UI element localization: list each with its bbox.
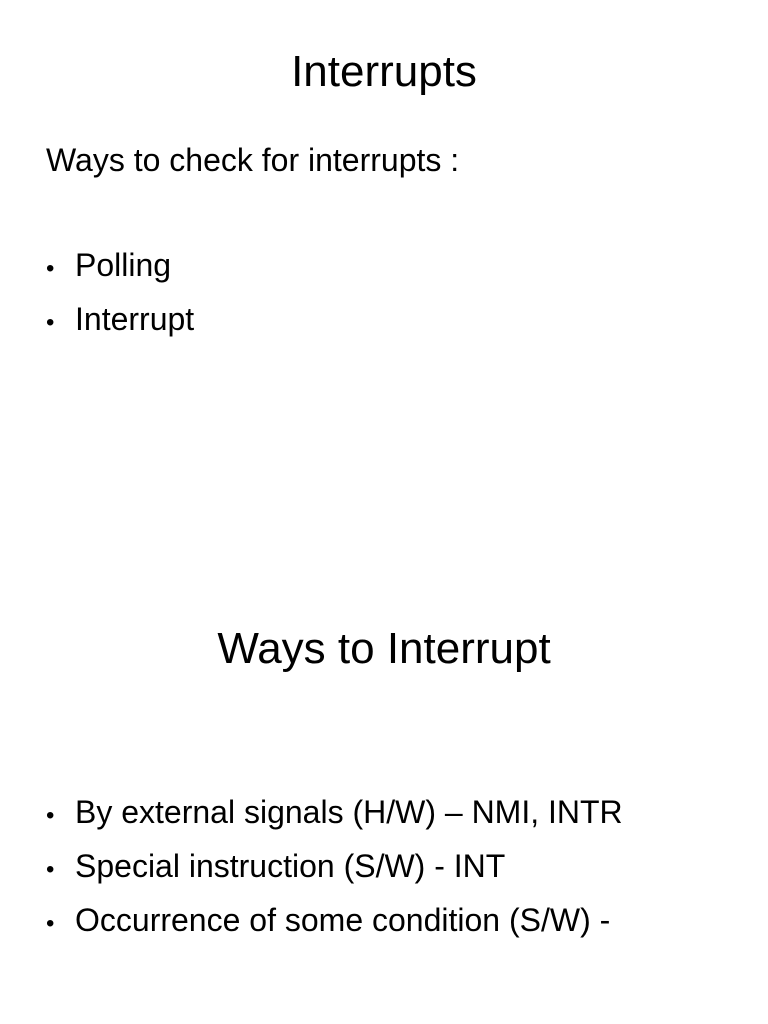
bullet-text: Special instruction (S/W) - INT	[75, 848, 506, 884]
slide-title: Ways to Interrupt	[217, 624, 551, 673]
bullet-item-special-instruction	[46, 841, 623, 895]
bullet-icon: •	[46, 802, 55, 829]
bullet-text: Interrupt	[75, 301, 195, 337]
bullet-list	[46, 787, 623, 949]
bullet-text: By external signals (H/W) – NMI, INTR	[75, 794, 623, 830]
bullet-item-interrupt	[46, 294, 194, 348]
bullet-text: Occurrence of some condition (S/W) -	[75, 902, 611, 938]
bullet-icon: •	[46, 309, 55, 336]
slide-intro-text: Ways to check for interrupts :	[46, 142, 460, 178]
bullet-text: Polling	[75, 247, 172, 283]
bullet-icon: •	[46, 255, 55, 282]
bullet-item-external-signals	[46, 787, 623, 841]
bullet-item-polling	[46, 240, 194, 294]
slide-ways-to-interrupt	[0, 512, 768, 1024]
slide-title: Interrupts	[291, 47, 477, 96]
bullet-icon: •	[46, 910, 55, 937]
bullet-list	[46, 240, 194, 348]
bullet-item-condition	[46, 895, 623, 949]
bullet-icon: •	[46, 856, 55, 883]
